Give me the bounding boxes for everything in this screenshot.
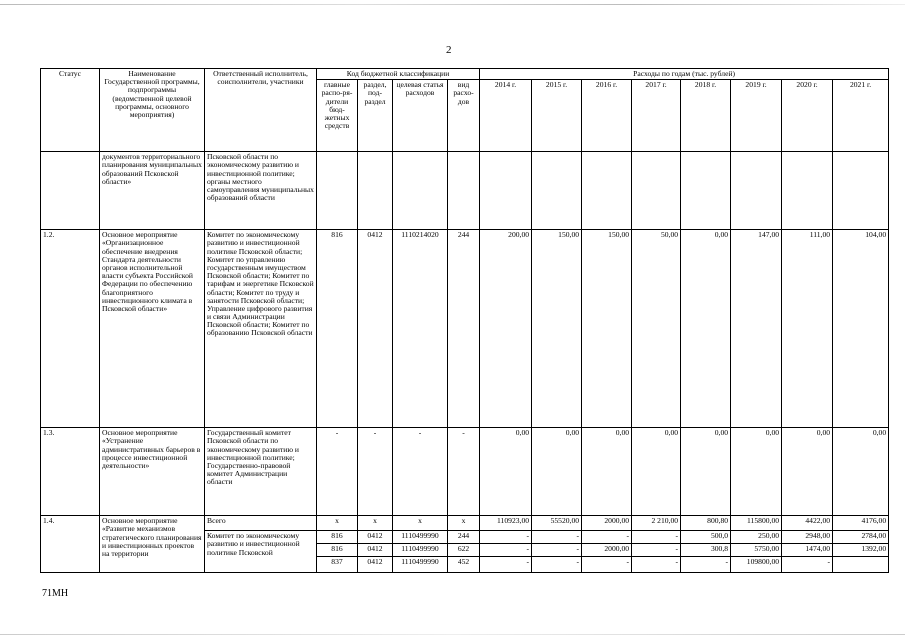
code-cell: 452 <box>448 557 480 573</box>
amount-cell: - <box>632 557 681 573</box>
header-year: 2021 г. <box>833 80 889 152</box>
amount-cell: 2948,00 <box>782 531 833 544</box>
code-cell: x <box>317 516 358 531</box>
amount-cell: - <box>782 557 833 573</box>
amount-cell: - <box>681 557 731 573</box>
header-year: 2017 г. <box>632 80 681 152</box>
status-cell: 1.4. <box>41 516 100 573</box>
code-cell: - <box>393 428 448 516</box>
amount-cell: 0,00 <box>731 428 782 516</box>
amount-cell: 147,00 <box>731 230 782 428</box>
amount-cell: 150,00 <box>582 230 632 428</box>
code-cell: 1110214020 <box>393 230 448 428</box>
table-row <box>41 152 889 230</box>
amount-cell: - <box>532 557 582 573</box>
code-cell: 0412 <box>358 230 393 428</box>
footer-code: 71МН <box>42 588 69 599</box>
name-cell: Основное мероприятие «Развитие механизмов стратегического планирования и инвестиционных проектов на территории <box>100 516 205 573</box>
status-cell <box>41 152 100 230</box>
amount-cell: 1392,00 <box>833 544 889 557</box>
code-cell: x <box>358 516 393 531</box>
code-cell: - <box>358 428 393 516</box>
amount-cell: 0,00 <box>532 428 582 516</box>
name-cell: Основное мероприятие «Организационное обеспечение внедрения Стандарта деятельности органов исполнительной власти субъекта Российской Федерации по обеспечению благоприятного инвестиционного климата в Псковской области» <box>100 230 205 428</box>
amount-cell: 150,00 <box>532 230 582 428</box>
header-status: Статус <box>41 69 100 152</box>
code-cell: 244 <box>448 230 480 428</box>
header-name: Наименование Государственной программы, подпрограммы (ведомственной целевой программы, основного мероприятия) <box>100 69 205 152</box>
amount-cell: 0,00 <box>582 428 632 516</box>
amount-cell: - <box>480 544 532 557</box>
code-cell: 816 <box>317 531 358 544</box>
amount-cell: - <box>480 531 532 544</box>
code-cell: 1110499990 <box>393 544 448 557</box>
amount-cell: 2784,00 <box>833 531 889 544</box>
amount-cell: 0,00 <box>632 428 681 516</box>
amount-cell: 109800,00 <box>731 557 782 573</box>
amount-cell: 5750,00 <box>731 544 782 557</box>
table-row <box>41 516 889 531</box>
amount-cell: 104,00 <box>833 230 889 428</box>
header-year: 2016 г. <box>582 80 632 152</box>
code-cell: x <box>448 516 480 531</box>
header-sub-section: раздел, под-раздел <box>358 80 393 152</box>
amount-cell: 50,00 <box>632 230 681 428</box>
header-year: 2019 г. <box>731 80 782 152</box>
header-year: 2015 г. <box>532 80 582 152</box>
code-cell: 0412 <box>358 531 393 544</box>
code-cell: 837 <box>317 557 358 573</box>
header-sub-article: целевая статья расходов <box>393 80 448 152</box>
amount-cell: 0,00 <box>480 428 532 516</box>
header-expenses: Расходы по годам (тыс. рублей) <box>480 69 889 80</box>
header-year: 2018 г. <box>681 80 731 152</box>
header-executor: Ответственный исполнитель, соисполнители, участники <box>205 69 317 152</box>
amount-cell: 0,00 <box>833 428 889 516</box>
header-sub-type: вид расхо-дов <box>448 80 480 152</box>
code-cell: 0412 <box>358 544 393 557</box>
scan-edge-top <box>0 4 905 5</box>
code-cell: 816 <box>317 230 358 428</box>
amount-cell: 4422,00 <box>782 516 833 531</box>
executor-cell: Государственный комитет Псковской области по экономическому развитию и инвестиционной политике; Государственно-правовой комитет Администрации области <box>205 428 317 516</box>
executor-cell: Комитет по экономическому развитию и инвестиционной политике Псковской <box>205 531 317 573</box>
code-cell: 1110499990 <box>393 557 448 573</box>
header-sub-manager: главные распо-ря-дители бюд-жетных средств <box>317 80 358 152</box>
amount-cell: 2 210,00 <box>632 516 681 531</box>
code-cell: x <box>393 516 448 531</box>
status-cell: 1.2. <box>41 230 100 428</box>
table-row <box>41 428 889 516</box>
amount-cell: 500,0 <box>681 531 731 544</box>
amount-cell: 200,00 <box>480 230 532 428</box>
executor-total-cell: Всего <box>205 516 317 531</box>
scan-edge-bottom <box>0 634 905 635</box>
amount-cell: - <box>532 531 582 544</box>
amount-cell: - <box>582 531 632 544</box>
amount-cell: 115800,00 <box>731 516 782 531</box>
code-cell: 244 <box>448 531 480 544</box>
code-cell: 0412 <box>358 557 393 573</box>
amount-cell: 110923,00 <box>480 516 532 531</box>
table-row <box>41 230 889 428</box>
code-cell: 622 <box>448 544 480 557</box>
status-cell: 1.3. <box>41 428 100 516</box>
amount-cell: 111,00 <box>782 230 833 428</box>
amount-cell: 0,00 <box>782 428 833 516</box>
amount-cell: 2000,00 <box>582 516 632 531</box>
code-cell: - <box>317 428 358 516</box>
amount-cell: - <box>480 557 532 573</box>
amount-cell: - <box>582 557 632 573</box>
header-budget-code: Код бюджетной классификации <box>317 69 480 80</box>
budget-table <box>40 68 889 573</box>
amount-cell <box>833 557 889 573</box>
amount-cell: - <box>532 544 582 557</box>
name-cell: документов территориального планирования муниципальных образований Псковской области» <box>100 152 205 230</box>
code-cell: - <box>448 428 480 516</box>
amount-cell: 4176,00 <box>833 516 889 531</box>
amount-cell: 55520,00 <box>532 516 582 531</box>
name-cell: Основное мероприятие «Устранение административных барьеров в процессе инвестиционной деятельности» <box>100 428 205 516</box>
header-year: 2014 г. <box>480 80 532 152</box>
amount-cell: 0,00 <box>681 428 731 516</box>
amount-cell: 1474,00 <box>782 544 833 557</box>
header-year: 2020 г. <box>782 80 833 152</box>
page-number: 2 <box>446 44 452 56</box>
executor-cell: Псковской области по экономическому развитию и инвестиционной политике; органы местного самоуправления муниципальных образований области <box>205 152 317 230</box>
amount-cell: 800,80 <box>681 516 731 531</box>
amount-cell: 2000,00 <box>582 544 632 557</box>
executor-cell: Комитет по экономическому развитию и инвестиционной политике Псковской области; Комитет по управлению государственным имуществом Псковской области; Комитет по тарифам и энергетике Псковской области; Комитет по труду и занятости Псковской области; Управление цифрового развития и связи Администрации Псковской области; Комитет по образованию Псковской области <box>205 230 317 428</box>
amount-cell: 0,00 <box>681 230 731 428</box>
amount-cell: 300,8 <box>681 544 731 557</box>
amount-cell: 250,00 <box>731 531 782 544</box>
code-cell: 1110499990 <box>393 531 448 544</box>
amount-cell: - <box>632 531 681 544</box>
amount-cell: - <box>632 544 681 557</box>
code-cell: 816 <box>317 544 358 557</box>
